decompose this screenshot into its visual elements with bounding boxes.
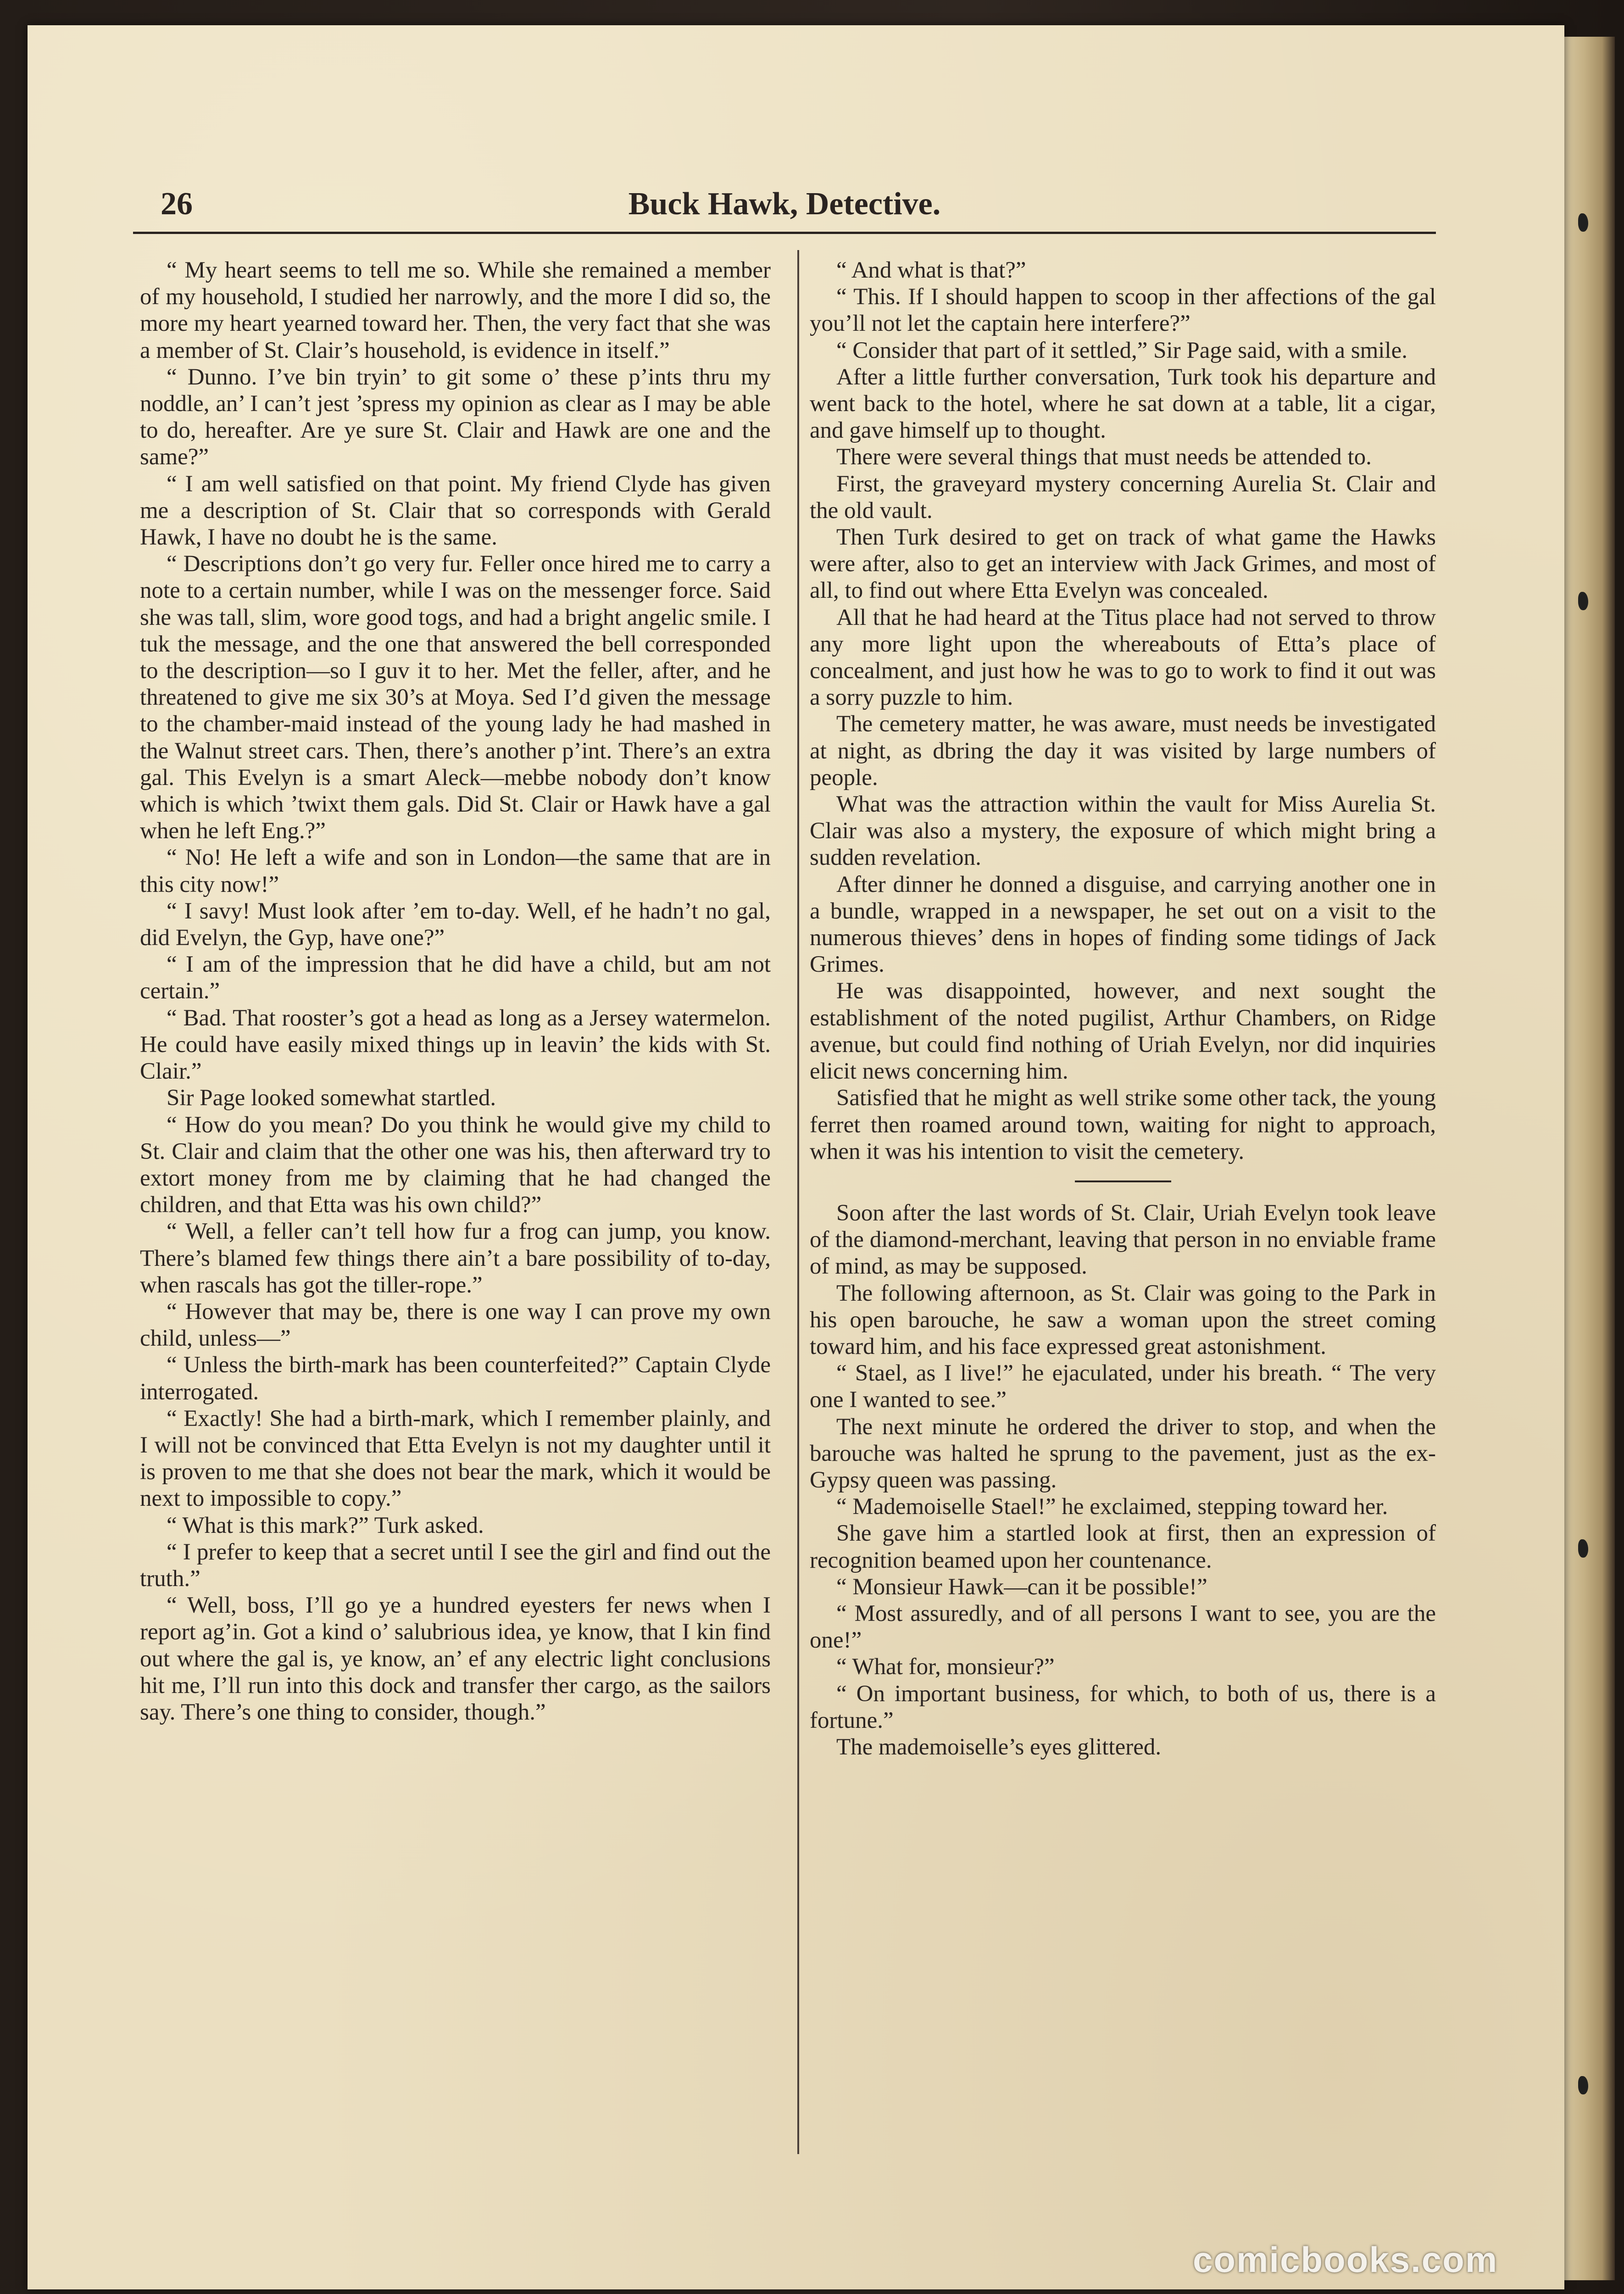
paragraph: “ Stael, as I live!” he ejaculated, under his breath. “ The very one I wanted to see.”: [810, 1360, 1436, 1413]
paragraph: “ My heart seems to tell me so. While she remained a member of my household, I studied her narrowly, and the more I did so, the more my heart yearned toward her. Then, the very fact that she was a member of St. Clair’s household, is evidence in itself.”: [140, 257, 771, 363]
paragraph: “ I am well satisfied on that point. My friend Clyde has given me a description of St. Clair that so corresponds with Gerald Hawk, I have no doubt he is the same.: [140, 471, 771, 551]
paragraph: Then Turk desired to get on track of what game the Hawks were after, also to get an interview with Jack Grimes, and most of all, to find out where Etta Evelyn was concealed.: [810, 524, 1436, 604]
paragraph: “ What is this mark?” Turk asked.: [167, 1512, 484, 1538]
paragraph: “ This. If I should happen to scoop in ther affections of the gal you’ll not let the captain here interfere?”: [810, 284, 1436, 337]
paragraph: “ Dunno. I’ve bin tryin’ to git some o’ these p’ints thru my noddle, an’ I can’t jest ’spress my opinion as clear as I may be able to do, hereafter. Are ye sure St. Clair and Hawk are one and the same?”: [140, 364, 771, 470]
paragraph: “ No! He left a wife and son in London—the same that are in this city now!”: [140, 845, 771, 897]
right-column: [810, 257, 1436, 1760]
staple: [1578, 213, 1588, 232]
section-divider: [1075, 1180, 1171, 1182]
paragraph: “ Unless the birth-mark has been counterfeited?” Captain Clyde interrogated.: [140, 1352, 771, 1405]
staple: [1578, 1539, 1588, 1558]
paragraph: First, the graveyard mystery concerning Aurelia St. Clair and the old vault.: [810, 471, 1436, 523]
staple: [1578, 592, 1588, 610]
paragraph: The cemetery matter, he was aware, must needs be investigated at night, as dbring the day it was visited by large numbers of people.: [810, 711, 1436, 791]
page-header: [133, 177, 1436, 234]
page-number: 26: [161, 186, 193, 222]
paragraph: “ Mademoiselle Stael!” he exclaimed, stepping toward her.: [836, 1494, 1388, 1520]
paragraph: Soon after the last words of St. Clair, Uriah Evelyn took leave of the diamond-merchant, leaving that person in no enviable frame of mind, as may be supposed.: [810, 1200, 1436, 1280]
paragraph: “ Monsieur Hawk—can it be possible!”: [836, 1574, 1207, 1600]
paragraph: Satisfied that he might as well strike some other tack, the young ferret then roamed around town, waiting for night to approach, when it was his intention to visit the cemetery.: [810, 1085, 1436, 1164]
paragraph: “ Most assuredly, and of all persons I want to see, you are the one!”: [810, 1600, 1436, 1654]
paragraph: “ Exactly! She had a birth-mark, which I remember plainly, and I will not be convinced that Etta Evelyn is not my daughter until it is proven to me that she does not bear the mark, which it would be next to impossible to copy.”: [140, 1405, 771, 1512]
paragraph: All that he had heard at the Titus place had not served to throw any more light upon the whereabouts of Etta’s place of concealment, and just how he was to go to work to find it out was a sorry puzzle to him.: [810, 604, 1436, 711]
paragraph: “ I savy! Must look after ’em to-day. Well, ef he hadn’t no gal, did Evelyn, the Gyp, have one?”: [140, 898, 771, 951]
book-spine: [1564, 37, 1615, 2280]
paragraph: The mademoiselle’s eyes glittered.: [836, 1734, 1162, 1760]
paragraph: Sir Page looked somewhat startled.: [167, 1085, 496, 1111]
paragraph: “ And what is that?”: [836, 257, 1026, 283]
paragraph: “ Well, boss, I’ll go ye a hundred eyesters fer news when I report ag’in. Got a kind o’ salubrious idea, ye know, that I kin find out where the gal is, ye know, an’ ef any electric light conclusions hit me, I’ll run into this dock and transfer ther cargo, as the sailors say. There’s one thing to consider, though.”: [140, 1592, 771, 1725]
paragraph: “ Well, a feller can’t tell how fur a frog can jump, you know. There’s blamed few things there ain’t a bare possibility of to-day, when rascals has got the tiller-rope.”: [140, 1219, 771, 1298]
paragraph: She gave him a startled look at first, then an expression of recognition beamed upon her countenance.: [810, 1520, 1436, 1573]
paragraph: “ On important business, for which, to both of us, there is a fortune.”: [810, 1681, 1436, 1733]
paragraph: What was the attraction within the vault for Miss Aurelia St. Clair was also a mystery, the exposure of which might bring a sudden revelation.: [810, 791, 1436, 871]
column-divider: [797, 250, 799, 2154]
paragraph: After a little further conversation, Turk took his departure and went back to the hotel, where he sat down at a table, lit a cigar, and gave himself up to thought.: [810, 364, 1436, 444]
paragraph: After dinner he donned a disguise, and carrying another one in a bundle, wrapped in a newspaper, he set out on a visit to the numerous thieves’ dens in hopes of finding some tidings of Jack Grimes.: [810, 871, 1436, 978]
paragraph: “ Consider that part of it settled,” Sir Page said, with a smile.: [836, 337, 1407, 363]
paragraph: “ Descriptions don’t go very fur. Feller once hired me to carry a note to a certain number, while I was on the messenger force. Said she was tall, slim, wore good togs, and had a bright angelic smile. I tuk the message, and the one that answered the bell corresponded to the description—so I guv it to her. Met the feller, after, and he threatened to give me six 30’s at Moya. Sed I’d given the message to the chamber-maid instead of the young lady he had mashed in the Walnut street cars. Then, there’s another p’int. There’s an extra gal. This Evelyn is a smart Aleck—mebbe nobody don’t know which is which ’twixt them gals. Did St. Clair or Hawk have a gal when he left Eng.?”: [140, 551, 771, 844]
paragraph: “ I am of the impression that he did have a child, but am not certain.”: [140, 952, 771, 1004]
staple: [1578, 2076, 1588, 2094]
paragraph: The next minute he ordered the driver to stop, and when the barouche was halted he sprung to the pavement, just as the ex-Gypsy queen was passing.: [810, 1414, 1436, 1493]
paragraph: He was disappointed, however, and next sought the establishment of the noted pugilist, Arthur Chambers, on Ridge avenue, but could find nothing of Uriah Evelyn, nor did inquiries elicit news concerning him.: [810, 978, 1436, 1085]
paragraph: There were several things that must needs be attended to.: [836, 444, 1372, 470]
paragraph: “ What for, monsieur?”: [836, 1654, 1055, 1680]
site-watermark: comicbooks.com: [1193, 2239, 1498, 2280]
paragraph: “ I prefer to keep that a secret until I see the girl and find out the truth.”: [140, 1539, 771, 1592]
paragraph: The following afternoon, as St. Clair was going to the Park in his open barouche, he saw a woman upon the street coming toward him, and his face expressed great astonishment.: [810, 1280, 1436, 1359]
paragraph: “ However that may be, there is one way I can prove my own child, unless—”: [140, 1298, 771, 1352]
running-title: Buck Hawk, Detective.: [628, 186, 941, 222]
paragraph: “ How do you mean? Do you think he would give my child to St. Clair and claim that the other one was his, then afterward try to extort money from me by claiming that he had changed the children, and that Etta was his own child?”: [140, 1112, 771, 1218]
left-column: [140, 257, 771, 1726]
paragraph: “ Bad. That rooster’s got a head as long as a Jersey watermelon. He could have easily mixed things up in leavin’ the kids with St. Clair.”: [140, 1005, 771, 1085]
